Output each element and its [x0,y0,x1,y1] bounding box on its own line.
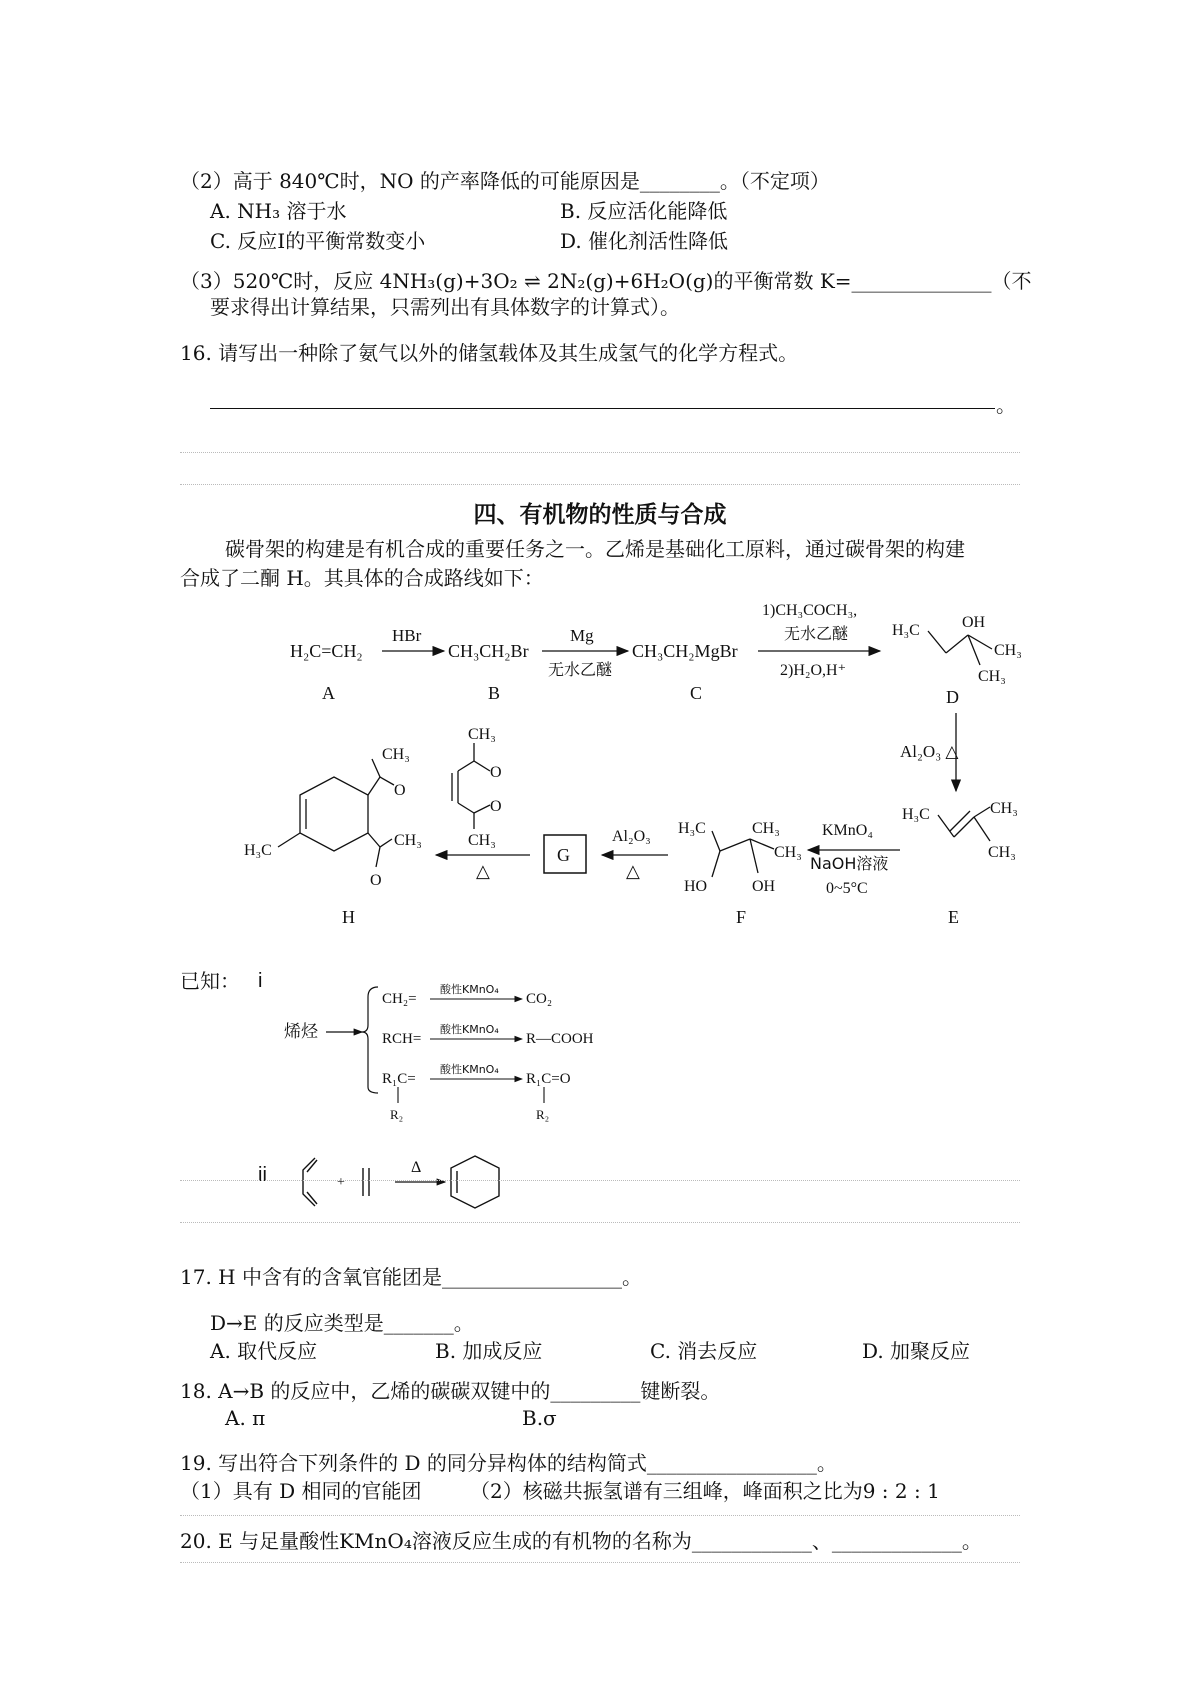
structure-diene [452,726,502,849]
reagent-de: Al₂O₃ △ [900,742,959,761]
q15-2-option-c: C. 反应Ⅰ的平衡常数变小 [210,229,426,253]
q15-2-option-d: D. 催化剂活性降低 [560,229,729,253]
svg-text:OH: OH [962,614,986,631]
intro-line2: 合成了二酮 H。其具体的合成路线如下： [180,566,544,590]
label-f: F [736,907,747,927]
q15-2-stem: （2）高于 840℃时，NO 的产率降低的可能原因是________。（不定项） [180,169,830,193]
svg-text:OH: OH [752,878,776,895]
q15-2-option-b: B. 反应活化能降低 [560,199,728,223]
row2-reagent: 酸性KMnO₄ [440,1023,499,1036]
q17-option-c: C. 消去反应 [650,1339,758,1363]
svg-text:CH₃: CH₃ [752,820,780,837]
q17-sub: D→E 的反应类型是_______。 [210,1311,474,1335]
svg-text:CH₃: CH₃ [382,746,410,763]
svg-text:O: O [370,872,382,889]
cyclohexene-structure [451,1156,499,1208]
reagent-ef-3: 0~5°C [826,880,868,897]
svg-text:H₃C: H₃C [892,622,920,639]
label-a: A [322,683,335,703]
q18-option-a: A. π [225,1406,266,1430]
structure-f [678,820,802,895]
known-i: i [258,970,263,992]
q19-stem: 19. 写出符合下列条件的 D 的同分异构体的结构简式_________________。 [180,1451,837,1475]
known-label: 已知： [180,969,240,993]
q19-cond2: （2）核磁共振氢谱有三组峰，峰面积之比为9 : 2 : 1 [470,1479,940,1503]
structure-h [244,746,422,889]
svg-text:CH₃: CH₃ [994,642,1022,659]
reagent-ab: HBr [392,626,422,645]
reagent-ef-1: KMnO₄ [822,822,873,839]
q19-cond1: （1）具有 D 相同的官能团 [180,1479,422,1503]
compound-c: CH₃CH₂MgBr [632,641,738,661]
q18-option-b: B.σ [522,1406,557,1430]
reagent-cd-2: 无水乙醚 [784,624,849,643]
divider [180,1222,1020,1223]
brace [362,987,378,1093]
compound-b: CH₃CH₂Br [448,641,529,661]
intro-line1: 碳骨架的构建是有机合成的重要任务之一。乙烯是基础化工原料，通过碳骨架的构建 [225,537,965,561]
label-h: H [342,907,355,927]
compound-a: H₂C=CH₂ [290,641,363,661]
row3-right-sub: R₂ [536,1107,550,1122]
q18-stem: 18. A→B 的反应中，乙烯的碳碳双键中的_________键断裂。 [180,1379,721,1403]
svg-text:CH₃: CH₃ [990,800,1018,817]
delta-sign: Δ [411,1159,422,1176]
q16-end: 。 [996,393,1016,417]
svg-text:HO: HO [684,878,708,895]
divider [180,484,1020,485]
svg-text:O: O [394,782,406,799]
synthesis-scheme [0,595,1200,935]
svg-text:CH₃: CH₃ [988,844,1016,861]
plus-sign: + [337,1175,345,1190]
q15-3-line2: 要求得出计算结果，只需列出有具体数字的计算式）。 [210,295,680,319]
known-ii: ii [258,1164,267,1186]
svg-text:O: O [490,798,502,815]
svg-text:H₃C: H₃C [902,806,930,823]
compound-g: G [557,845,570,865]
reagent-cd-1: 1)CH₃COCH₃, [762,602,858,619]
svg-text:CH₃: CH₃ [394,832,422,849]
q17-option-b: B. 加成反应 [435,1339,543,1363]
q16-answer-line [210,408,995,409]
section-title: 四、有机物的性质与合成 [473,502,727,528]
reagent-bc-top: Mg [570,626,594,645]
row3-left-sub: R₂ [390,1107,404,1122]
q15-3-line1: （3）520℃时，反应 4NH₃(g)+3O₂ ⇌ 2N₂(g)+6H₂O(g)的平衡常数 K=______________（不 [180,269,1032,293]
svg-text:H₃C: H₃C [244,842,272,859]
svg-text:CH₃: CH₃ [774,844,802,861]
reagent-ef-2: NaOH溶液 [810,854,889,873]
row1-reagent: 酸性KMnO₄ [440,983,499,996]
reagent-fg: Al₂O₃ [612,828,651,845]
divider [180,1515,1020,1516]
q15-2-option-a: A. NH₃ 溶于水 [210,199,347,223]
svg-text:CH₃: CH₃ [978,668,1006,685]
row3-right: R₁C=O [526,1071,571,1087]
label-e: E [948,907,959,927]
ethene-structure [363,1168,369,1196]
svg-text:H₃C: H₃C [678,820,706,837]
structure-d [892,614,1022,685]
divider [180,452,1020,453]
divider [180,1562,1020,1563]
q17-option-a: A. 取代反应 [210,1339,318,1363]
row2-right: R—COOH [526,1031,594,1047]
q17-option-d: D. 加聚反应 [862,1339,971,1363]
row1-right: CO₂ [526,991,553,1007]
structure-e [902,800,1018,861]
heat-fg: △ [626,861,640,881]
svg-text:CH₃: CH₃ [468,832,496,849]
row3-reagent: 酸性KMnO₄ [440,1063,499,1076]
q20-stem: 20. E 与足量酸性KMnO₄溶液反应生成的有机物的名称为____________、_____________。 [180,1529,982,1553]
reagent-bc-bottom: 无水乙醚 [548,660,613,679]
heat-gh: △ [476,861,490,881]
diene-structure [303,1158,317,1206]
alkene-label: 烯烃 [284,1022,318,1042]
svg-text:O: O [490,764,502,781]
label-d: D [946,687,959,707]
row1-left: CH₂= [382,991,417,1007]
reagent-cd-3: 2)H₂O,H⁺ [780,662,847,679]
row3-left: R₁C= [382,1071,416,1087]
svg-text:CH₃: CH₃ [468,726,496,743]
q16-stem: 16. 请写出一种除了氨气以外的储氢载体及其生成氢气的化学方程式。 [180,341,799,365]
q17-stem: 17. H 中含有的含氧官能团是__________________。 [180,1265,642,1289]
label-b: B [488,683,501,703]
row2-left: RCH= [382,1031,422,1047]
known-i-scheme [270,975,630,1125]
label-c: C [690,683,703,703]
divider [180,1180,1020,1181]
